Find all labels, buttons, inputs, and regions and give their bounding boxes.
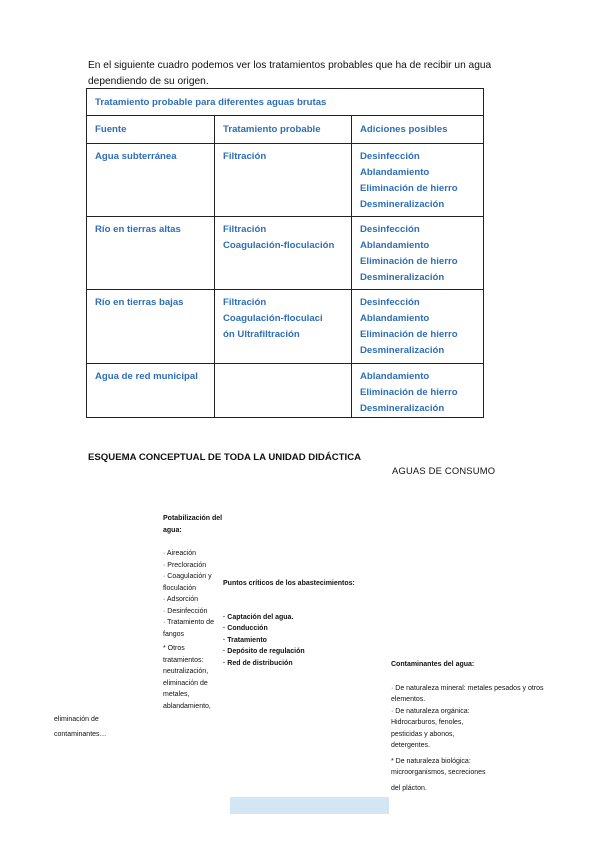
list-item: microorganismos, secreciones xyxy=(391,769,486,776)
adicion-item: Desinfección xyxy=(360,297,420,308)
table-row xyxy=(87,144,484,217)
cell-tratamiento xyxy=(215,290,352,364)
scheme-title: ESQUEMA CONCEPTUAL DE TODA LA UNIDAD DIDÁCTICA xyxy=(88,452,362,463)
list-item: pesticidas y abonos, xyxy=(391,730,455,738)
heading-line: agua: xyxy=(163,526,182,534)
list-item: · De naturaleza mineral: metales pesados y otros xyxy=(391,684,544,692)
table-row xyxy=(87,217,484,290)
cell-adiciones xyxy=(352,217,484,290)
tratamiento-item: ón Ultrafiltración xyxy=(223,329,300,340)
contaminantes-group-biologica xyxy=(391,756,561,779)
list-item: · Precloración xyxy=(163,561,207,569)
intro-line-2: dependiendo de su origen. xyxy=(88,76,209,87)
list-item: detergentes. xyxy=(391,742,430,749)
eliminacion-note xyxy=(54,712,134,742)
note-line: contaminantes… xyxy=(54,731,107,738)
list-item: * Otros xyxy=(163,645,185,652)
header-adiciones: Adiciones posibles xyxy=(352,116,484,144)
list-item: · Coagulación y xyxy=(163,573,212,580)
footer-bar xyxy=(230,797,389,814)
adicion-item: Desinfección xyxy=(360,151,420,162)
adicion-item: Ablandamiento xyxy=(360,167,430,178)
cell-adiciones xyxy=(352,144,484,217)
adicion-item: Ablandamiento xyxy=(360,371,430,382)
cell-fuente: Río en tierras bajas xyxy=(87,290,215,364)
adicion-item: Eliminación de hierro xyxy=(360,329,458,340)
tratamiento-item: Coagulación-floculación xyxy=(223,240,335,251)
table-title: Tratamiento probable para diferentes aguas brutas xyxy=(87,89,484,116)
list-item: · Tratamiento de xyxy=(163,619,214,626)
contaminantes-group-organica xyxy=(391,706,561,752)
tratamiento-item: Filtración xyxy=(223,297,267,308)
list-item: eliminación de xyxy=(163,679,208,687)
table-row xyxy=(87,290,484,364)
scheme-root-label: AGUAS DE CONSUMO xyxy=(392,465,496,476)
adicion-item: Desmineralización xyxy=(360,345,445,356)
cell-tratamiento xyxy=(215,364,352,418)
table-header-row xyxy=(87,116,484,144)
list-item: Hidrocarburos, fenoles, xyxy=(391,719,464,726)
cell-fuente: Agua de red municipal xyxy=(87,364,215,418)
list-item: · Conducción xyxy=(223,625,268,632)
list-item: · De naturaleza orgánica: xyxy=(391,707,470,715)
adicion-item: Eliminación de hierro xyxy=(360,256,458,267)
note-line: eliminación de xyxy=(54,716,99,723)
adicion-item: Eliminación de hierro xyxy=(360,387,458,398)
list-item: * De naturaleza biológica: xyxy=(391,757,471,765)
adicion-item: Ablandamiento xyxy=(360,240,430,251)
intro-line-1: En el siguiente cuadro podemos ver los tratamientos probables que ha de recibir un agua xyxy=(88,60,492,71)
puntos-criticos-block xyxy=(223,578,383,669)
tratamiento-item: Coagulación-floculaci xyxy=(223,313,323,324)
contaminantes-heading: Contaminantes del agua: xyxy=(391,661,475,668)
cell-fuente: Río en tierras altas xyxy=(87,217,215,290)
list-item: tratamientos: xyxy=(163,656,204,664)
tratamiento-item: Filtración xyxy=(223,151,267,162)
puntos-criticos-heading: Puntos críticos de los abastecimientos: xyxy=(223,580,355,587)
adicion-item: Eliminación de hierro xyxy=(360,183,458,194)
list-item: fangos xyxy=(163,630,185,638)
table-row xyxy=(87,364,484,418)
header-fuente: Fuente xyxy=(87,116,215,144)
list-item: · Captación del agua. xyxy=(223,613,294,621)
cell-adiciones xyxy=(352,290,484,364)
list-item: neutralización, xyxy=(163,668,209,675)
potabilizacion-block xyxy=(163,513,225,712)
list-item: ablandamiento, xyxy=(163,702,211,710)
adicion-item: Desinfección xyxy=(360,224,420,235)
tratamiento-item: Filtración xyxy=(223,224,267,235)
list-item: elementos. xyxy=(391,696,426,703)
list-item: · Desinfección xyxy=(163,607,208,615)
potabilizacion-heading xyxy=(163,513,225,536)
list-item: · Tratamiento xyxy=(223,636,267,644)
header-tratamiento: Tratamiento probable xyxy=(215,116,352,144)
list-item: · Red de distribución xyxy=(223,659,293,667)
intro-paragraph xyxy=(88,58,508,90)
heading-line: Potabilización del xyxy=(163,515,223,522)
contaminantes-block xyxy=(391,659,561,794)
list-item: metales, xyxy=(163,691,190,698)
list-item: · Aireación xyxy=(163,550,197,557)
cell-tratamiento xyxy=(215,217,352,290)
adicion-item: Ablandamiento xyxy=(360,313,430,324)
list-item: floculación xyxy=(163,584,197,592)
cell-adiciones xyxy=(352,364,484,418)
list-item: · Depósito de regulación xyxy=(223,648,305,655)
contaminantes-group-tail xyxy=(391,783,561,795)
cell-tratamiento xyxy=(215,144,352,217)
list-item: del plácton. xyxy=(391,784,427,792)
cell-fuente: Agua subterránea xyxy=(87,144,215,217)
list-item: · Adsorción xyxy=(163,596,199,603)
adicion-item: Desmineralización xyxy=(360,272,445,283)
treatment-table xyxy=(86,88,484,418)
adicion-item: Desmineralización xyxy=(360,403,445,414)
contaminantes-group-mineral xyxy=(391,683,561,706)
adicion-item: Desmineralización xyxy=(360,199,445,210)
